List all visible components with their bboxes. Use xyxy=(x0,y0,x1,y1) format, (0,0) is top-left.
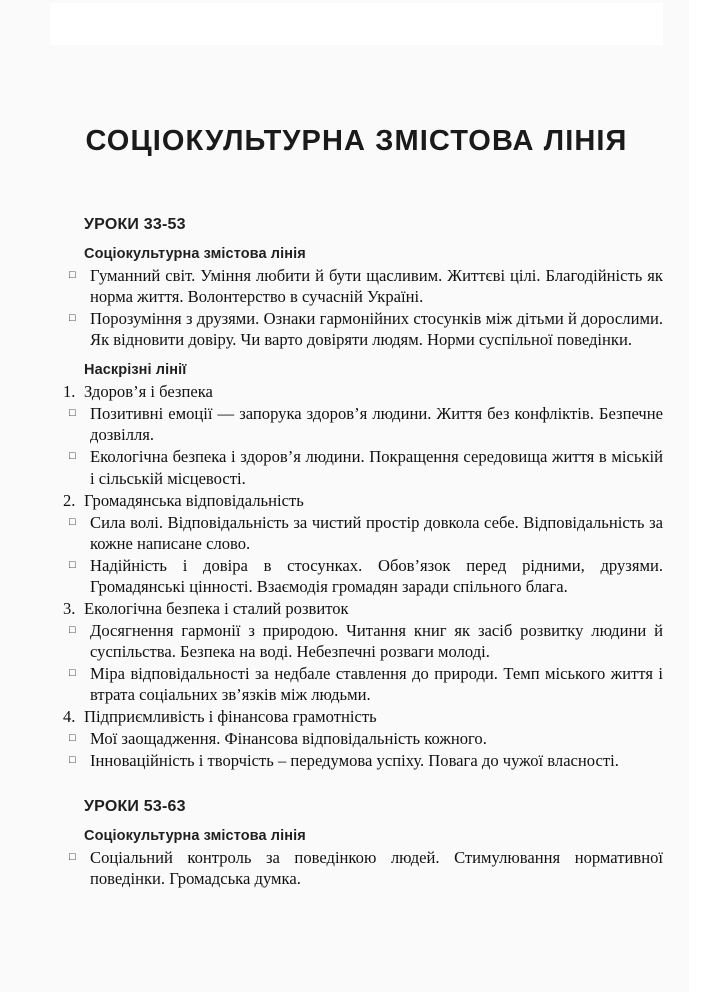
item-number: 1. xyxy=(63,382,76,402)
list-item: □ Соціальний контроль за поведінкою людей. Стимулювання нормативної поведінки. Громадська думка. xyxy=(69,847,663,889)
list-item: □ Надійність і довіра в стосунках. Обов’язок перед рідними, друзями. Громадянські цінності. Взаємодія громадян заради спільного блага. xyxy=(69,555,663,597)
lesson-range-heading: УРОКИ 53-63 xyxy=(84,798,186,816)
item-label: Здоров’я і безпека xyxy=(84,382,213,402)
list-item: □ Гуманний світ. Уміння любити й бути щасливим. Життєві цілі. Благодійність як норма життя. Волонтерство в сучасній Україні. xyxy=(69,265,663,307)
section-spacer xyxy=(63,772,663,798)
bullet-list xyxy=(63,620,663,705)
bullet-list xyxy=(63,728,663,771)
bullet-list xyxy=(63,265,663,350)
lesson-range-heading: УРОКИ 33-53 xyxy=(84,216,186,233)
bullet-list xyxy=(63,512,663,597)
numbered-item xyxy=(63,490,663,511)
item-label: Громадянська відповідальність xyxy=(84,490,304,510)
list-item: □ Порозуміння з друзями. Ознаки гармонійних стосунків між дітьми й дорослими. Як відновити довіру. Чи варто довіряти людям. Норми суспільної поведінки. xyxy=(69,308,663,350)
list-item: □ Мої заощадження. Фінансова відповідальність кожного. xyxy=(69,728,663,749)
list-item: □ Сила волі. Відповідальність за чистий простір довкола себе. Відповідальність за кожне написане слово. xyxy=(69,512,663,554)
page-header-plate xyxy=(50,3,663,45)
list-item: □ Міра відповідальності за недбале ставлення до природи. Темп міського життя і втрата соціальних зв’язків між людьми. xyxy=(69,663,663,705)
numbered-item xyxy=(63,381,663,402)
item-number: 3. xyxy=(63,598,76,618)
group-heading: Соціокультурна змістова лінія xyxy=(84,828,306,845)
list-item: □ Екологічна безпека і здоров’я людини. Покращення середовища життя в міській і сільській місцевості. xyxy=(69,446,663,488)
item-label: Підприємливість і фінансова грамотність xyxy=(84,707,377,727)
list-item: □ Позитивні емоції — запорука здоров’я людини. Життя без конфліктів. Безпечне дозвілля. xyxy=(69,403,663,445)
group-heading: Наскрізні лінії xyxy=(84,362,187,379)
numbered-item xyxy=(63,706,663,727)
bullet-list xyxy=(63,847,663,889)
numbered-item xyxy=(63,598,663,619)
item-number: 2. xyxy=(63,490,76,510)
item-number: 4. xyxy=(63,707,76,727)
lesson-section xyxy=(63,798,663,889)
lesson-section xyxy=(63,216,663,771)
document-body xyxy=(63,216,663,891)
list-item: □ Інноваційність і творчість – передумова успіху. Повага до чужої власності. xyxy=(69,750,663,771)
item-label: Екологічна безпека і сталий розвиток xyxy=(84,598,349,618)
bullet-list xyxy=(63,403,663,488)
list-item: □ Досягнення гармонії з природою. Читання книг як засіб розвитку людини й суспільства. Безпека на воді. Небезпечні розваги молоді. xyxy=(69,620,663,662)
group-heading: Соціокультурна змістова лінія xyxy=(84,246,306,262)
page-title: СОЦІОКУЛЬТУРНА ЗМІСТОВА ЛІНІЯ xyxy=(85,125,628,157)
